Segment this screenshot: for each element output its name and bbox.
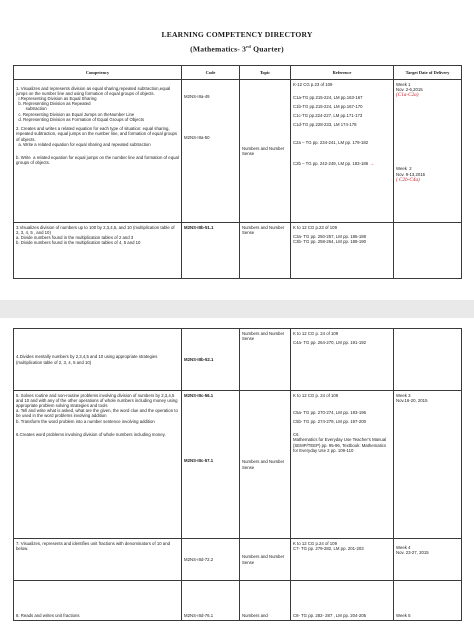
code-cell [182,581,240,621]
reference-text: K to 12 CG p. 24 of 109 [293,392,339,398]
topic-cell [240,539,291,581]
table-row [14,223,462,279]
handwritten-note: (C1a-C2a) [396,91,419,98]
competency-cell [14,581,182,621]
code-cell [182,539,240,581]
target-week: Week 2 [396,166,412,172]
target-week: Week 5 [396,613,411,619]
code-text: M2NS-IIIb-51.1 [184,224,214,230]
topic-text: Numbers and Number Sense [242,224,286,235]
table-row [14,80,462,223]
topic-cell [240,581,291,621]
competency-text: b. Write a related equation for equal jumps on the number line and formation of equal groups of objects. [16,155,181,166]
subtitle-text: (Mathematics- 3 [190,44,247,54]
reference-text: K to 12 CG p.24 of 109 [293,540,337,546]
competency-text: 5. Solves routine and non-routine problems involving division of numbers by 2,3,4,5 and 10 and with any of the other operations of whole numbers including money using appropriate problem solving strategies and tools a. Tell and write what is asked, what are the given, the word clue and the operation to be used in the word problems involving addition b. Transform the word problem into a number sentence involving addition [16,392,178,424]
reference-cell [291,391,394,539]
table-row [14,391,462,539]
reference-text: C1d-TG pp.228-233, LM 174-178 [293,122,357,128]
col-header-reference: Reference [291,66,394,80]
competency-text: 8. Reads and writes unit fractions [16,613,80,619]
competency-cell [14,329,182,391]
reference-text: C3b- TG pp. 258-264, LM pp. 189-190 [293,238,367,244]
col-header-target-date: Target Date of Delivery [394,66,462,80]
code-text: M2NS-IIId-72.2 [184,556,214,562]
competency-text: a. Write a related equation for equal sharing and repeated subtraction [16,141,151,147]
code-cell [182,80,240,223]
topic-text: Numbers and Number Sense [242,330,286,341]
topic-cell [240,80,291,223]
code-text: M2NS-IIIc-56.1 [184,392,214,398]
competency-table-1 [13,65,462,279]
competency-text: 4.Divides mentally numbers by 2,3,4,5 and 10 using appropriate strategies (multiplication table of 2, 3, 4, 5 and 10) [16,354,159,365]
target-date-cell [394,539,462,581]
arrow-right-icon: → [369,160,375,167]
table-row [14,539,462,581]
competency-text: 3.Visualizes division of numbers up to 100 by 2,3,4,5, and 10 (multiplication table of 2, 3, 4, 5 , and 10) a. Divide numbers found in the multiplication tables of 2 and 3 b. Divide numbers found in the multiplication tables of 4, 5 and 10 [16,224,175,246]
topic-text: Numbers and Number Sense [242,554,286,565]
topic-cell [240,223,291,279]
reference-text: C1c-TG pp.224-227, LM pp.171-173 [293,113,363,119]
reference-text: K to 12 CG p.23 of 109 [293,224,337,230]
reference-text: C2a – TG pp. 234-241, LM pp. 179-182 [293,139,369,145]
reference-text: C7- TG pp. 279-282, LM pp. 201-203 [293,545,364,551]
document-page-2 [0,318,474,632]
competency-cell [14,539,182,581]
reference-text: K to 12 CG p. 24 of 109 [293,330,339,336]
subtitle-superscript: rd [246,44,252,49]
topic-cell [240,391,291,539]
competency-text: d. Representing Division as Formation of Equal Groups of Objects [16,116,145,122]
topic-text: Numbers and Number Sense [242,145,286,156]
reference-text: C5a- TG pp. 270-274, LM pp. 193-196 [293,409,367,415]
reference-text: C8- TG pp. 282- 287 , LM pp. 204-205 [293,613,367,619]
col-header-code: Code [182,66,240,80]
table-row [14,581,462,621]
competency-table-2 [13,328,462,621]
target-week: Week 1 [396,81,411,87]
table-header-row [14,66,462,80]
reference-text: K-12 CG p.23 of 109 [293,81,333,87]
topic-cell [240,329,291,391]
reference-cell [291,223,394,279]
reference-cell [291,80,394,223]
topic-text: Numbers and Number Sense [242,459,286,470]
competency-cell [14,223,182,279]
reference-cell [291,329,394,391]
code-text: M2NS-IIIc-57.1 [184,457,214,463]
target-date-cell [394,80,462,223]
target-date: Nov. 9-13,2015 [396,171,426,177]
competency-text: c. Representing Division as Equal Jumps on theNumber Line [16,111,135,117]
target-date-cell [394,391,462,539]
competency-cell [14,80,182,223]
code-cell [182,329,240,391]
code-text: M2NS-IIIa-49 [184,93,210,99]
reference-line-with-arrow [293,161,391,167]
competency-cell [14,391,182,539]
code-cell [182,223,240,279]
competency-text: b. Representing Division as Repeated [16,101,91,107]
target-date-cell [394,329,462,391]
reference-text: C1a-TG pp.215-224, LM pp.163-167 [293,94,363,100]
code-text: M2NS-IIId-76.1 [184,613,214,619]
table-row [14,329,462,391]
reference-text: C5b- TG pp. 274-279, LM pp. 197-200 [293,418,367,424]
col-header-competency: Competency [14,66,182,80]
reference-text: C4a- TG pp. 264-270, LM pp. 191-192 [293,339,367,345]
competency-text: I.Representing Division as Equal Sharing [16,95,97,101]
page-subtitle [0,44,474,54]
target-week: Week 4 [396,544,411,550]
reference-text: C2b – TG pp. 242-249, LM pp. 183-186 [293,160,369,166]
code-cell [182,391,240,539]
page-title: LEARNING COMPETENCY DIRECTORY [161,30,313,39]
reference-cell [291,539,394,581]
competency-text: subtraction [16,106,47,112]
handwritten-note: ( C2b-C4a) [396,176,420,183]
competency-text: 6.Creates word problems involving division of whole numbers including money. [16,431,166,437]
competency-text: 7. Visualizes, represents and identifies unit fractions with denominators of 10 and below. [16,540,172,551]
topic-text: Numbers and [242,613,268,619]
target-date: Nov.16-20, 2015 [396,397,428,403]
target-date: Nov. 2-6,2015 [396,86,423,92]
col-header-topic: Topic [240,66,291,80]
subtitle-text-end: Quarter) [251,44,284,54]
reference-text: C3a- TG pp. 250-257, LM pp. 186-188 [293,233,367,239]
reference-text: C6 [293,432,299,438]
target-date: Nov. 23-27, 2015 [396,549,429,555]
target-week: Week 3 [396,392,411,398]
competency-text: 2. Creates and writes a related equation for each type of situation: equal sharing, repeated subtraction, equal jumps on the number line, and formation of equal groups of objects. [16,126,179,142]
target-date-cell [394,581,462,621]
reference-text: C1b-TG pp.215-224, LM pp.167-170 [293,103,363,109]
reference-cell [291,581,394,621]
code-text: M2NS-IIIb-52.1 [184,356,214,362]
competency-text: 1. Visualizes and represents division as equal sharing,repeated subtraction,equal jumps on the number line and using formation of equal groups of objects. [16,85,172,96]
target-date-cell [394,223,462,279]
reference-text: Mathematics for Everyday Use Teacher's Manual (SEMP/TEEP) pp. 95-96, Textbook: Mathematics for Everyday Use 2 pp. 109-110 [293,437,388,453]
code-text: M2NS-IIIa-50 [184,134,210,140]
